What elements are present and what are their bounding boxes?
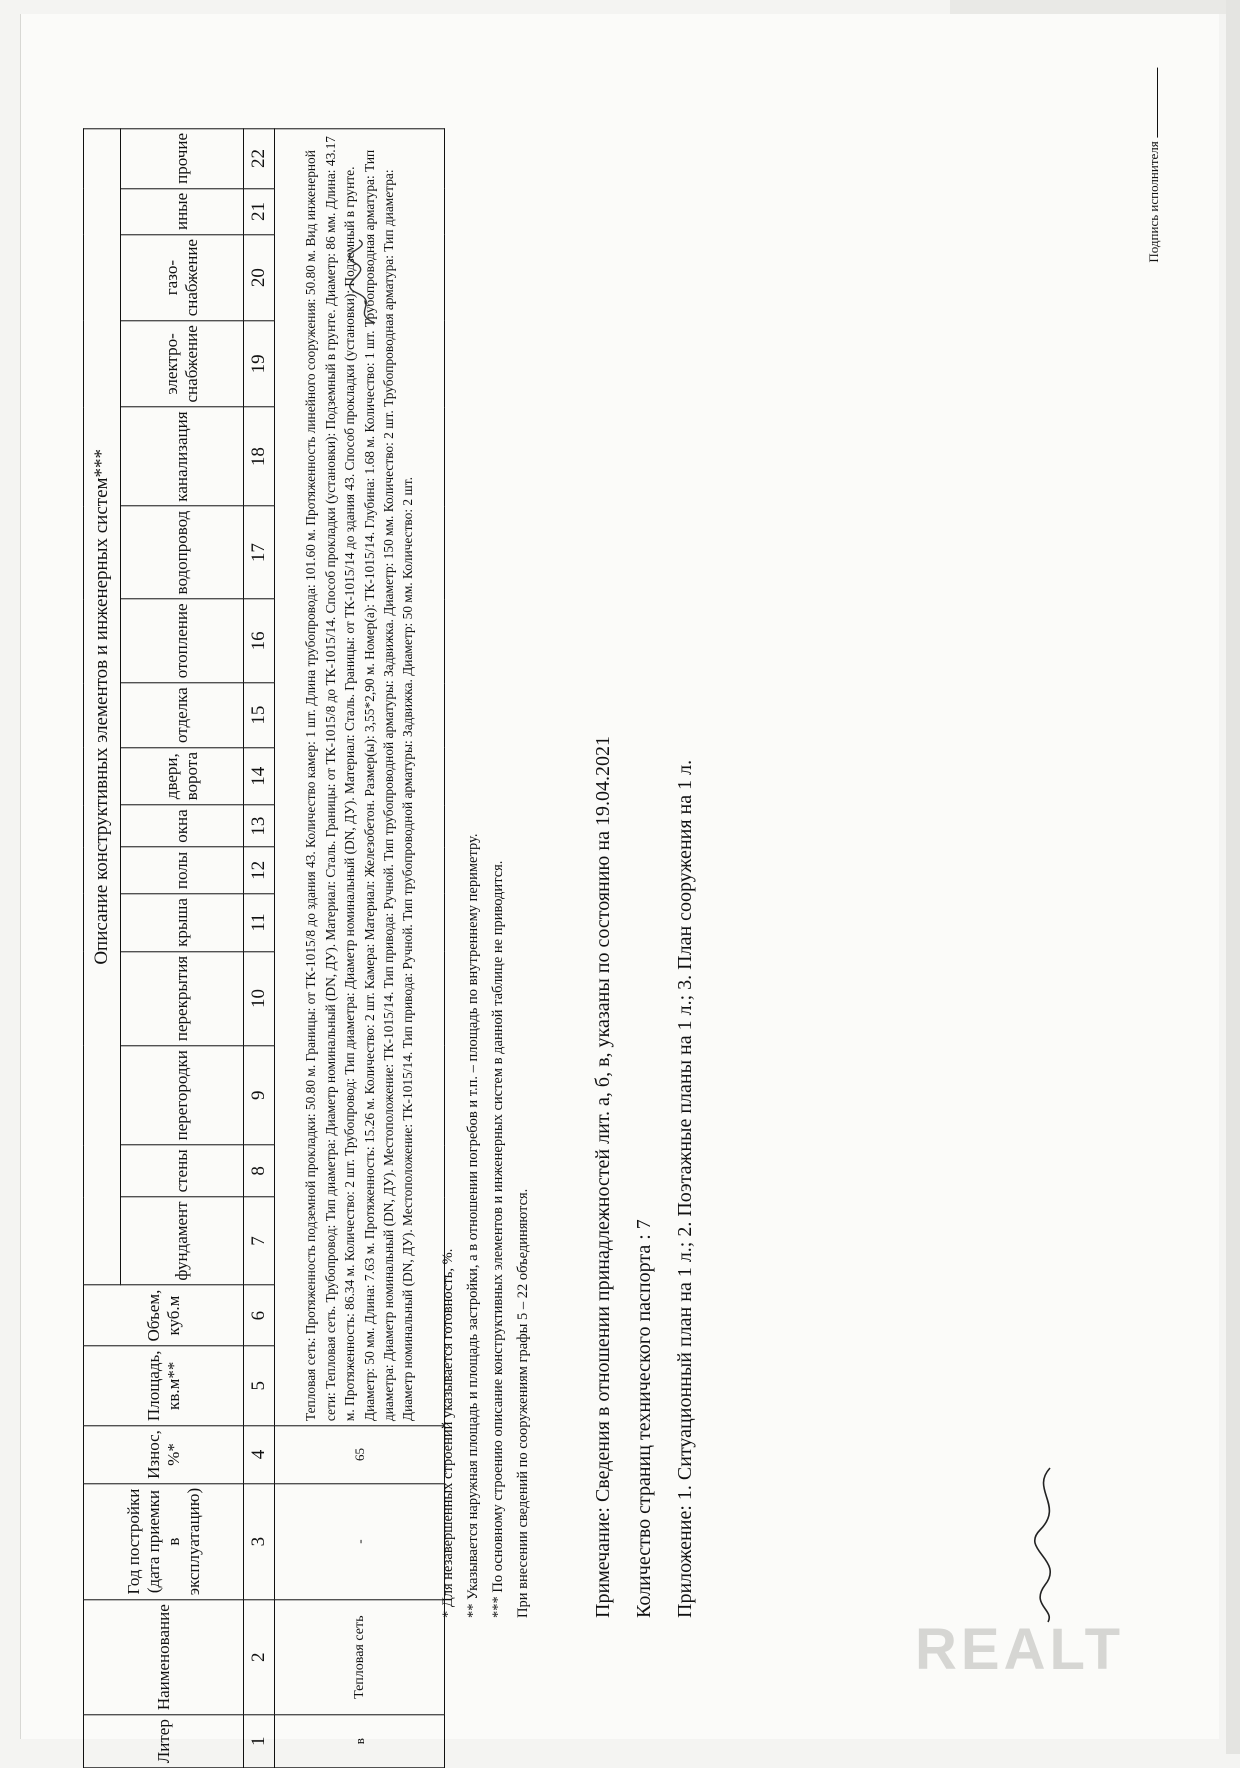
col-num: 2 <box>244 1600 275 1715</box>
col-num: 15 <box>244 683 275 748</box>
cell-liter: в <box>275 1715 445 1768</box>
header-partitions: перегородки <box>121 1046 244 1145</box>
header-other: иные <box>121 188 244 234</box>
notes-block <box>440 218 860 1618</box>
header-area: Площадь, кв.м** <box>84 1346 244 1426</box>
appendix: Приложение: 1. Ситуационный план на 1 л.; 2. Поэтажные планы на 1 л.; 3. План сооружения на 1 л. <box>674 759 696 1618</box>
col-num: 9 <box>244 1046 275 1145</box>
header-finishing: отделка <box>121 683 244 748</box>
remark: Примечание: Сведения в отношении принадлежностей лит. а, б, в, указаны по состоянию на 19.04.2021 <box>592 736 614 1618</box>
col-num: 3 <box>244 1483 275 1599</box>
page-edge-right <box>1226 0 1240 1754</box>
col-num: 13 <box>244 805 275 847</box>
signature-line <box>1157 68 1158 138</box>
header-heating: отопление <box>121 599 244 683</box>
col-num: 12 <box>244 847 275 893</box>
col-num: 22 <box>244 129 275 189</box>
col-num: 18 <box>244 407 275 506</box>
col-num: 1 <box>244 1715 275 1768</box>
col-num: 6 <box>244 1285 275 1346</box>
table-row <box>275 129 445 1768</box>
col-num: 17 <box>244 506 275 599</box>
header-gas: газо-снабжение <box>121 235 244 321</box>
structures-table <box>83 128 445 1768</box>
header-floors-slabs: перекрытия <box>121 951 244 1045</box>
col-num: 11 <box>244 894 275 952</box>
header-name: Наименование <box>84 1600 244 1715</box>
col-num: 19 <box>244 321 275 407</box>
header-volume: Объем, куб.м <box>84 1285 244 1346</box>
col-num: 16 <box>244 599 275 683</box>
signature-scribble <box>1010 1460 1080 1630</box>
note-2: ** Указывается наружная площадь и площадь застройки, а в отношении погребов и т.п. – площадь по внутреннему периметру. <box>465 833 481 1618</box>
col-num: 14 <box>244 748 275 805</box>
note-4: При внесении сведений по сооружениям графы 5 – 22 объединяются. <box>515 1188 531 1618</box>
cell-wear: 65 <box>275 1426 445 1484</box>
signature-label: Подпись исполнителя <box>1146 141 1161 263</box>
header-windows: окна <box>121 805 244 847</box>
col-num: 8 <box>244 1145 275 1197</box>
cell-description: Тепловая сеть: Протяженность подземной прокладки: 50.80 м. Границы: от ТК-1015/8 до здания 43. Количество камер: 1 шт. Длина трубопровода: 101.60 м. Протяженность линейного сооружения: 50.80 м. Вид инженерной сети: Тепловая сеть. Трубопровод: Тип диаметра: Диаметр номинальный (DN, ДУ). Материал: Сталь. Границы: от ТК-1015/8 до ТК-1015/14. Способ прокладки (установки): Подземный в грунте. Диаметр: 86 мм. Длина: 43.17 м. Протяженность: 86.34 м. Количество: 2 шт. Трубопровод: Тип диаметра: Диаметр номинальный (DN, ДУ). Материал: Сталь. Границы: от ТК-1015/14 до здания 43. Способ прокладки (установки): Подземный в грунте. Диаметр: 50 мм. Длина: 7.63 м. Протяженность: 15.26 м. Количество: 2 шт. Камера: Материал: Железобетон. Размер(ы): 3,55*2,90 м. Номер(а): ТК-1015/14. Глубина: 1.68 м. Количество: 1 шт. Трубопроводная арматура: Тип диаметра: Диаметр номинальный (DN, ДУ). Местоположение: ТК-1015/14. Тип привода: Ручной. Тип трубопроводной арматуры: Задвижка. Диаметр: 150 мм. Количество: 2 шт. Трубопроводная арматура: Тип диаметра: Диаметр номинальный (DN, ДУ). Местоположение: ТК-1015/14. Тип привода: Ручной. Тип трубопроводной арматуры: Задвижка. Диаметр: 50 мм. Количество: 2 шт. <box>275 129 445 1426</box>
watermark-logo: REALT <box>915 1617 1125 1682</box>
note-1: * Для незавершенных строений указывается готовность, %. <box>440 1248 456 1618</box>
handwritten-mark <box>345 238 385 328</box>
header-roof: крыша <box>121 894 244 952</box>
header-foundation: фундамент <box>121 1197 244 1285</box>
col-num: 5 <box>244 1346 275 1426</box>
header-doors: двери, ворота <box>121 748 244 805</box>
header-sewerage: канализация <box>121 407 244 506</box>
col-num: 7 <box>244 1197 275 1285</box>
pages-count: Количество страниц технического паспорта : 7 <box>633 1219 655 1618</box>
header-liter: Литер <box>84 1715 244 1768</box>
header-misc: прочие <box>121 129 244 189</box>
header-electricity: электро-снабжение <box>121 321 244 407</box>
col-num: 20 <box>244 235 275 321</box>
header-water: водопровод <box>121 506 244 599</box>
header-walls: стены <box>121 1145 244 1197</box>
header-wear: Износ, %* <box>84 1426 244 1484</box>
column-numbers-row <box>244 129 275 1768</box>
cell-name: Тепловая сеть <box>275 1600 445 1715</box>
col-num: 4 <box>244 1426 275 1484</box>
table-caption: Описание конструктивных элементов и инженерных систем*** <box>84 129 121 1286</box>
col-num: 10 <box>244 951 275 1045</box>
header-floors: полы <box>121 847 244 893</box>
header-year: Год постройки (дата приемки в эксплуатацию) <box>84 1483 244 1599</box>
signature-block <box>1146 68 1162 263</box>
cell-year: - <box>275 1483 445 1599</box>
col-num: 21 <box>244 188 275 234</box>
note-3: *** По основному строению описание конструктивных элементов и инженерных систем в данной таблице не приводится. <box>490 860 506 1618</box>
